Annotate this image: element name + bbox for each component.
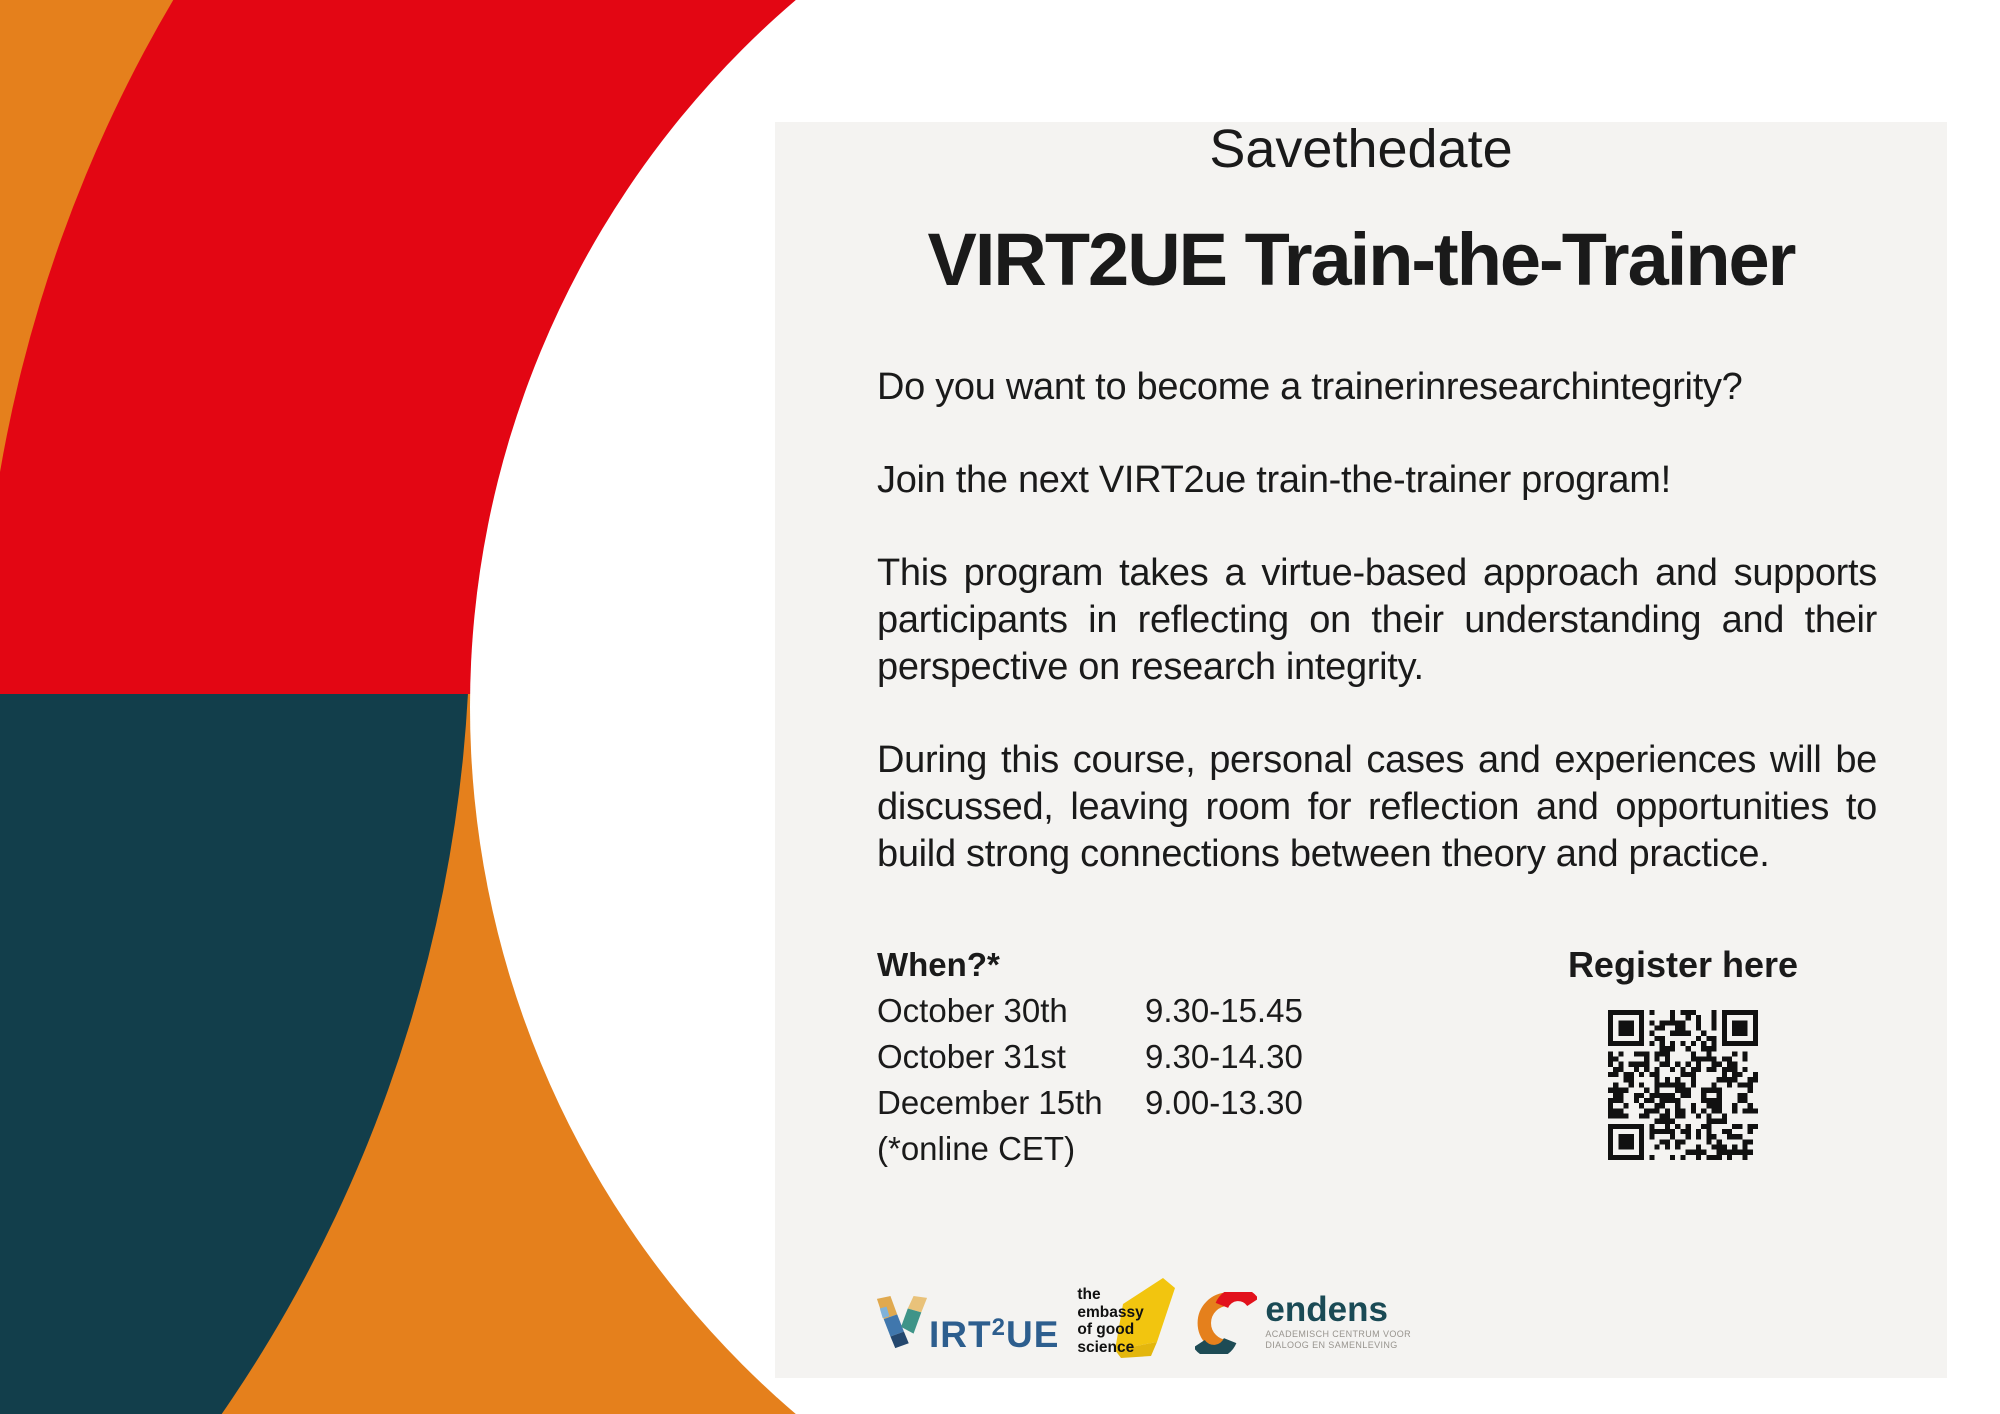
register-block [1540, 942, 1826, 1160]
endens-subtitle [1265, 1329, 1411, 1351]
schedule-time: 9.00-13.30 [1145, 1084, 1303, 1121]
embassy-line: of good [1077, 1321, 1135, 1338]
schedule-block [877, 942, 1303, 1172]
schedule-row [877, 988, 1303, 1034]
virt2ue-logo [875, 1294, 1060, 1355]
embassy-line: science [1077, 1338, 1135, 1356]
decorative-teal-circle [0, 694, 470, 1414]
schedule-row [877, 1034, 1303, 1080]
schedule-time: 9.30-15.45 [1145, 992, 1303, 1029]
register-here-label: Register here [1567, 944, 1799, 985]
embassy-line: embassy [1077, 1303, 1144, 1321]
embassy-of-good-science-logo [1077, 1280, 1177, 1366]
embassy-text [1077, 1286, 1143, 1356]
schedule-note: (*online CET) [877, 1130, 1076, 1167]
intro-paragraphs [877, 364, 1877, 924]
schedule-date: October 31st [877, 1038, 1066, 1075]
schedule-date: December 15th [877, 1084, 1103, 1121]
program-description-paragraph: This program takes a virtue-based approach and supports participants in reflecting on their understanding and their perspective on research integrity. [877, 552, 1877, 688]
poster-title: VIRT2UE Train-the-Trainer [927, 218, 1795, 301]
partner-logos [875, 1278, 1411, 1368]
schedule-time: 9.30-14.30 [1145, 1038, 1303, 1075]
endens-logo [1195, 1292, 1411, 1354]
endens-text [1265, 1290, 1412, 1351]
virt2ue-v-mark-icon [875, 1294, 929, 1352]
schedule-date: October 30th [877, 992, 1068, 1029]
question-paragraph: Do you want to become a trainerinresearchintegrity? [877, 366, 1743, 408]
qr-code [1608, 1010, 1758, 1160]
endens-subtitle-line: ACADEMISCH CENTRUM VOOR [1265, 1329, 1412, 1339]
content-panel [775, 119, 1947, 1378]
endens-name: endens [1265, 1290, 1388, 1329]
embassy-line: the [1077, 1286, 1101, 1303]
course-description-paragraph: During this course, personal cases and experiences will be discussed, leaving room for reflection and opportunities to build strong connections between theory and practice. [877, 739, 1877, 875]
schedule-row [877, 1080, 1303, 1126]
virt2ue-wordmark: IRT$^2$UE [929, 1314, 1060, 1355]
save-the-date-heading: Savethedate [1209, 119, 1513, 179]
join-paragraph: Join the next VIRT2ue train-the-trainer program! [877, 459, 1671, 501]
schedule-heading: When?* [877, 946, 1000, 983]
endens-subtitle-line: DIALOOG EN SAMENLEVING [1265, 1340, 1398, 1350]
endens-x-mark-icon [1195, 1292, 1257, 1354]
